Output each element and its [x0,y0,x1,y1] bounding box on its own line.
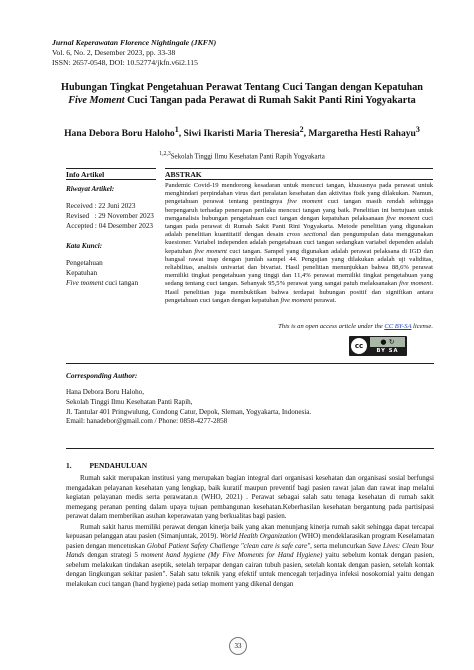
author-list [52,124,432,140]
info-top-rule [66,168,156,169]
abstract-italic-5: five moment [399,280,432,288]
received-date: Received : 22 Juni 2023 [66,202,136,210]
corresponding-bottom-rule [66,448,434,449]
abstract-text [165,182,433,305]
journal-header [52,38,432,67]
abstract-seg-4: dan pengumpulan data menggunakan kuesioner. Variabel independen adalah pengetahuan cuci tangan sedangkan variabel dependen adalah kepatuhan [165,231,433,255]
corresponding-address: Jl. Tantular 401 Pringwulung, Condong Catur, Depok, Sleman, Yogyakarta, Indonesia. [66,407,312,416]
keyword-3-rest: cuci tangan [103,279,139,287]
affiliation [52,151,432,160]
p2-italic-2: Global Patient Safety Challenge "clean care is safe care" [146,541,311,550]
author-2: , Siwi Ikaristi Maria Theresia [178,128,300,140]
affiliation-text: Sekolah Tinggi Ilmu Kesehatan Panti Rapih Yogyakarta [170,153,325,161]
title-part-2: Cuci Tangan pada Perawat di Rumah Sakit Panti Rini Yogyakarta [124,94,416,106]
cc-badge-text: BY SA [370,347,405,355]
abstract-top-rule [165,168,433,169]
attribution-share-alike-icon: ● ↻ [380,338,395,346]
info-heading: Info Artikel [66,170,105,179]
author-3: , Margaretha Hesti Rahayu [303,128,416,140]
journal-volume: Vol. 6, No. 2, Desember 2023, pp. 33-38 [52,48,176,57]
abstract-seg-6: . Hasil penelitian juga membuktikan bahwa terdapat hubungan positif dan signifikan antara pengetahuan cuci tangan dengan kepatuhan [165,280,433,304]
p2-seg-c: , serta meluncurkan [310,541,368,550]
abstract-seg-3: cuci tangan pada perawat di Rumah Sakit Panti Rini Yogyakarta. Metode penelitian yang digunakan adalah penelitian kuantitatif dengan desain [165,214,433,239]
keyword-3-italic: Five moment [66,279,104,287]
corresponding-top-rule [66,363,434,364]
abstract-italic-1: five moment [287,198,323,206]
corresponding-contact: Email: hanadebor@gmail.com / Phone: 0858-4277-2858 [66,417,228,426]
abstract-seg-2: cuci tangan masih rendah sehingga berpengaruh terhadap penerapan perilaku mencuci tangan yang baik. Penelitian ini bertujuan untuk menganalisis hubungan pengetahuan cuci tangan dengan kepatuhan pelaksanaan [165,198,433,222]
section-number: 1. [66,461,72,470]
keyword-1: Pengetahuan [66,259,103,267]
corresponding-author [66,388,426,427]
abstract-seg-1: Pandemic Covid-19 mendorong kesadaran untuk mencuci tangan, khususnya pada perawat untuk menghindari perpindahan virus dari peralatan kesehatan dan aktivitas fisik yang dilakukan. Namun, pengetahuan perawat tentang pentingnya [165,182,433,206]
p2-italic-1: World Health Organization [219,532,298,541]
author-1: Hana Debora Boru Haloho [64,128,175,140]
keyword-2: Kepatuhan [66,269,98,277]
title-italic: Five Moment [68,94,125,106]
cc-by-sa-link[interactable]: CC BY-SA [384,323,412,330]
cc-icon: cc [351,338,367,354]
license-text-after: license. [411,323,433,330]
cc-license-badge[interactable] [349,336,407,356]
abstract-italic-2: five moment [386,214,420,222]
p2-seg-a: Rumah sakit harus memiliki perawat dengan kinerja baik yang akan menunjang kinerja rumah sakit sehingga dapat tercapai kepuasan pelanggan atau pasien (Simanjuntak, 2019). [66,522,434,541]
p2-seg-d: dengan strategi 5 [84,551,141,560]
journal-issn-doi: ISSN: 2657-0548, DOI: 10.52774/jkfn.v6i2.115 [52,57,198,67]
abstract-seg-7: perawat. [312,296,337,304]
p2-italic-4: moment hand hygiene (My Five Moments for Hand Hygiene) [140,551,323,560]
section-title: PENDAHULUAN [89,461,148,470]
history-label: Riwayat Artikel: [66,185,115,193]
page-number: 33 [229,637,247,655]
p2-seg-b: (WHO) mendeklarasikan program Keselamatan pasien dengan mencetuskan [66,532,435,550]
corresponding-institution: Sekolah Tinggi Ilmu Kesehatan Panti Rapih, [66,397,193,406]
open-access-note [165,323,433,330]
paragraph-2 [66,523,434,590]
title-part-1: Hubungan Tingkat Pengetahuan Perawat Tentang Cuci Tangan dengan Kepatuhan [61,82,423,93]
author-1-sup: 1 [174,125,179,134]
introduction-body [66,474,434,591]
license-text-before: This is an open access article under the [278,323,385,330]
corresponding-heading: Corresponding Author: [66,371,138,380]
article-title [52,82,432,107]
p2-italic-3: Save Lives: Clean Your Hands [66,541,434,560]
abstract-italic-6: five moment [280,296,313,304]
abstract-bottom-rule [165,179,433,180]
keyword-3 [66,278,158,288]
p2-seg-e: yaitu sebelum kontak dengan pasien, sebelum melakukan tindakan aseptik, setelah terpapar dengan cairan tubuh pasien, setelah kontak dengan pasien, setelah kontak dengan lingkungan sekitar pasien". Salah satu teknik yang efektif untuk mencegah terjadinya infeksi nosokomial yaitu dengan melakukan cuci tangan (hand hygiene) pada setiap moment yang dikenal dengan [66,551,434,589]
section-heading [66,461,147,470]
author-2-sup: 2 [299,125,304,134]
abstract-italic-3: cross sectional [286,231,328,239]
article-info [66,184,158,288]
abstract-italic-4: five moment [194,247,227,255]
corresponding-name: Hana Debora Boru Haloho, [66,388,145,396]
revised-date: Revised : 29 November 2023 [66,212,154,220]
journal-name: Jurnal Keperawatan Florence Nightingale (JKFN) [52,38,217,47]
accepted-date: Accepted : 04 Desember 2023 [66,222,154,230]
abstract-seg-5: cuci tangan. Sampel yang digunakan adalah perawat pelaksana di IGD dan bangsal rawat inap dengan jumlah sampel 44. Pengujian yang dilakukan adalah uji validitas, reliabilitas, analisis univariat dan bivariat. Hasil penelitian menunjukkan bahwa 88,6% perawat memiliki tingkat pengetahuan yang tinggi dan 11,4% perawat memiliki tingkat pengetahuan yang sedang tentang cuci tangan. Sebanyak 95,5% perawat yang sangat patuh melaksanakan [165,247,433,288]
abstract-heading: ABSTRAK [165,170,202,179]
paragraph-1: Rumah sakit merupakan institusi yang merupakan bagian integral dari organisasi kesehatan dan organisasi sosial berfungsi mengadakan pelayanan kesehatan yang lengkap, baik kuratif maupun preventif bagi pasien rawat jalan dan rawat inap melalui kegiatan pelayanan medis serta perawatan.n (WHO, 2021) . Perawat sebagai salah satu tenaga kesehatan di rumah sakit memegang peranan penting dalam upaya tujuan pembangunan kesehatan.Keberhasilan kesehatan bergantung pada partisipasi perawat dalam memberikan asuhan keperawatan yang berkualitas bagi pasien. [66,474,434,521]
affiliation-sup: 1,2,3 [159,151,171,157]
keywords-label: Kata Kunci: [66,242,103,250]
author-3-sup: 3 [415,125,420,134]
info-bottom-rule [66,179,156,180]
